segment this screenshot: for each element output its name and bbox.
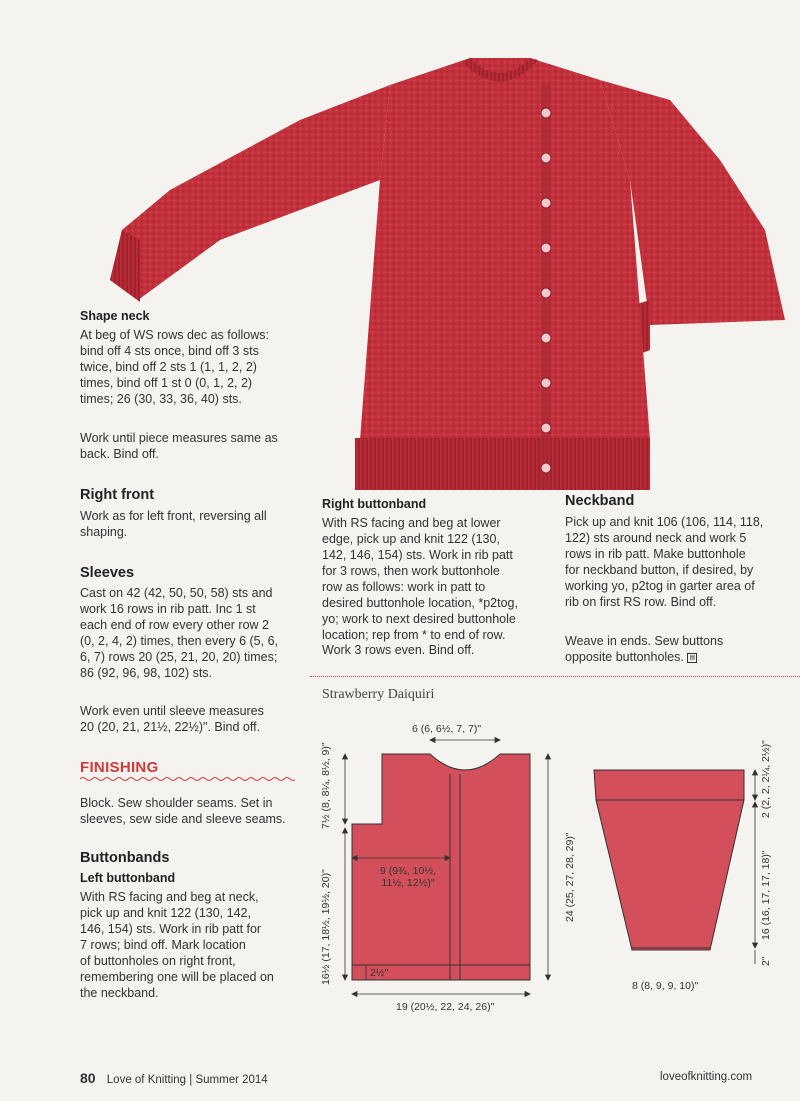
sleeves-work-text: Work even until sleeve measures 20 (20, 21, 21½, 22½)". Bind off. (80, 704, 264, 734)
left-buttonband-heading: Left buttonband (80, 871, 176, 885)
total-length-label: 24 (25, 27, 28, 29)" (564, 832, 576, 922)
magazine-name: Love of Knitting (106, 1074, 187, 1086)
shape-neck-work-text: Work until piece measures same as back. Bind off. (80, 431, 278, 461)
sleeves-heading: Sleeves (80, 565, 135, 581)
finishing-text: Block. Sew shoulder seams. Set in sleeves, sew side and sleeve seams. (80, 796, 286, 826)
buttonbands-heading: Buttonbands (80, 850, 170, 866)
right-buttonband-heading: Right buttonband (322, 497, 427, 511)
rib-label: 2½" (370, 967, 389, 979)
armhole-label: 7½ (8, 8¼, 8½, 9)" (320, 742, 332, 829)
cuff-width-label: 8 (8, 9, 9, 10)" (632, 980, 699, 992)
neckband-heading: Neckband (565, 493, 635, 509)
sleeve-length-label: 16 (16, 17, 17, 18)" (760, 850, 772, 940)
bottom-width-label: 19 (20½, 22, 24, 26)" (396, 1001, 495, 1013)
right-front-heading: Right front (80, 487, 155, 503)
sleeves-text: Cast on 42 (42, 50, 50, 58) sts and work 16 rows in rib patt. Inc 1 st each end of row every other row 2 (0, 2, 4, 2) times, then every 6 (5, 6, 6, 7) rows 20 (25, 21, 20, 20) times; 86 (92, 96, 98, 102) sts. (80, 586, 279, 680)
footer-separator: | (189, 1074, 193, 1086)
side-length-label: 16½ (17, 18½, 19½, 20)" (320, 869, 332, 985)
neckband-text: Pick up and knit 106 (106, 114, 118, 122) sts around neck and work 5 rows in rib patt. Make buttonhole for neckband button, if desired, by working yo, p2tog in garter area of rib on first RS row. Bind off. (565, 515, 764, 609)
left-buttonband-text: With RS facing and beg at neck, pick up and knit 122 (130, 142, 146, 154) sts. Work in rib patt for 7 rows; bind off. Mark location of buttonholes on right front, remembering one will be placed on the neckband. (80, 890, 274, 1000)
sleeve-rib-label: 2" (760, 956, 772, 966)
end-mark-icon: ▤ (687, 653, 697, 663)
right-buttonband-text: With RS facing and beg at lower edge, pick up and knit 122 (130, 142, 146, 154) sts. Work in rib patt for 3 rows, then work buttonhole row as follows: work in patt to desired buttonhole location, *p2tog, yo; work to next desired buttonhole location; rep from * to end of row. (322, 516, 518, 642)
weave-text: Weave in ends. Sew buttons opposite buttonholes. ▤ (565, 634, 724, 664)
neck-width-label: 6 (6, 6½, 7, 7)" (412, 723, 482, 735)
finishing-wavy-rule (80, 776, 295, 782)
sleeve-cap-label: 2 (2, 2, 2¼, 2½)" (760, 740, 772, 818)
diagram-title: Strawberry Daiquiri (322, 687, 435, 702)
right-buttonband-work-text: Work 3 rows even. Bind off. (322, 643, 475, 657)
shape-neck-text: At beg of WS rows dec as follows: bind off 4 sts once, bind off 3 sts twice, bind off 2 sts 1 (1, 1, 2, 2) times, bind off 1 st 0 (0, 1, 2, 2) times; 26 (30, 33, 36, 40) sts. (80, 328, 269, 406)
website-url: loveofknitting.com (660, 1071, 753, 1083)
right-front-text: Work as for left front, reversing all shaping. (80, 509, 267, 539)
issue-date: Summer 2014 (195, 1074, 268, 1086)
page-number: 80 (80, 1070, 96, 1086)
finishing-heading: FINISHING (80, 759, 159, 776)
diagram-rule (310, 676, 800, 677)
front-width-label: 9 (9¾, 10½, 11½, 12½)" (379, 865, 437, 889)
page-footer (80, 1070, 268, 1086)
shape-neck-heading: Shape neck (80, 309, 150, 323)
